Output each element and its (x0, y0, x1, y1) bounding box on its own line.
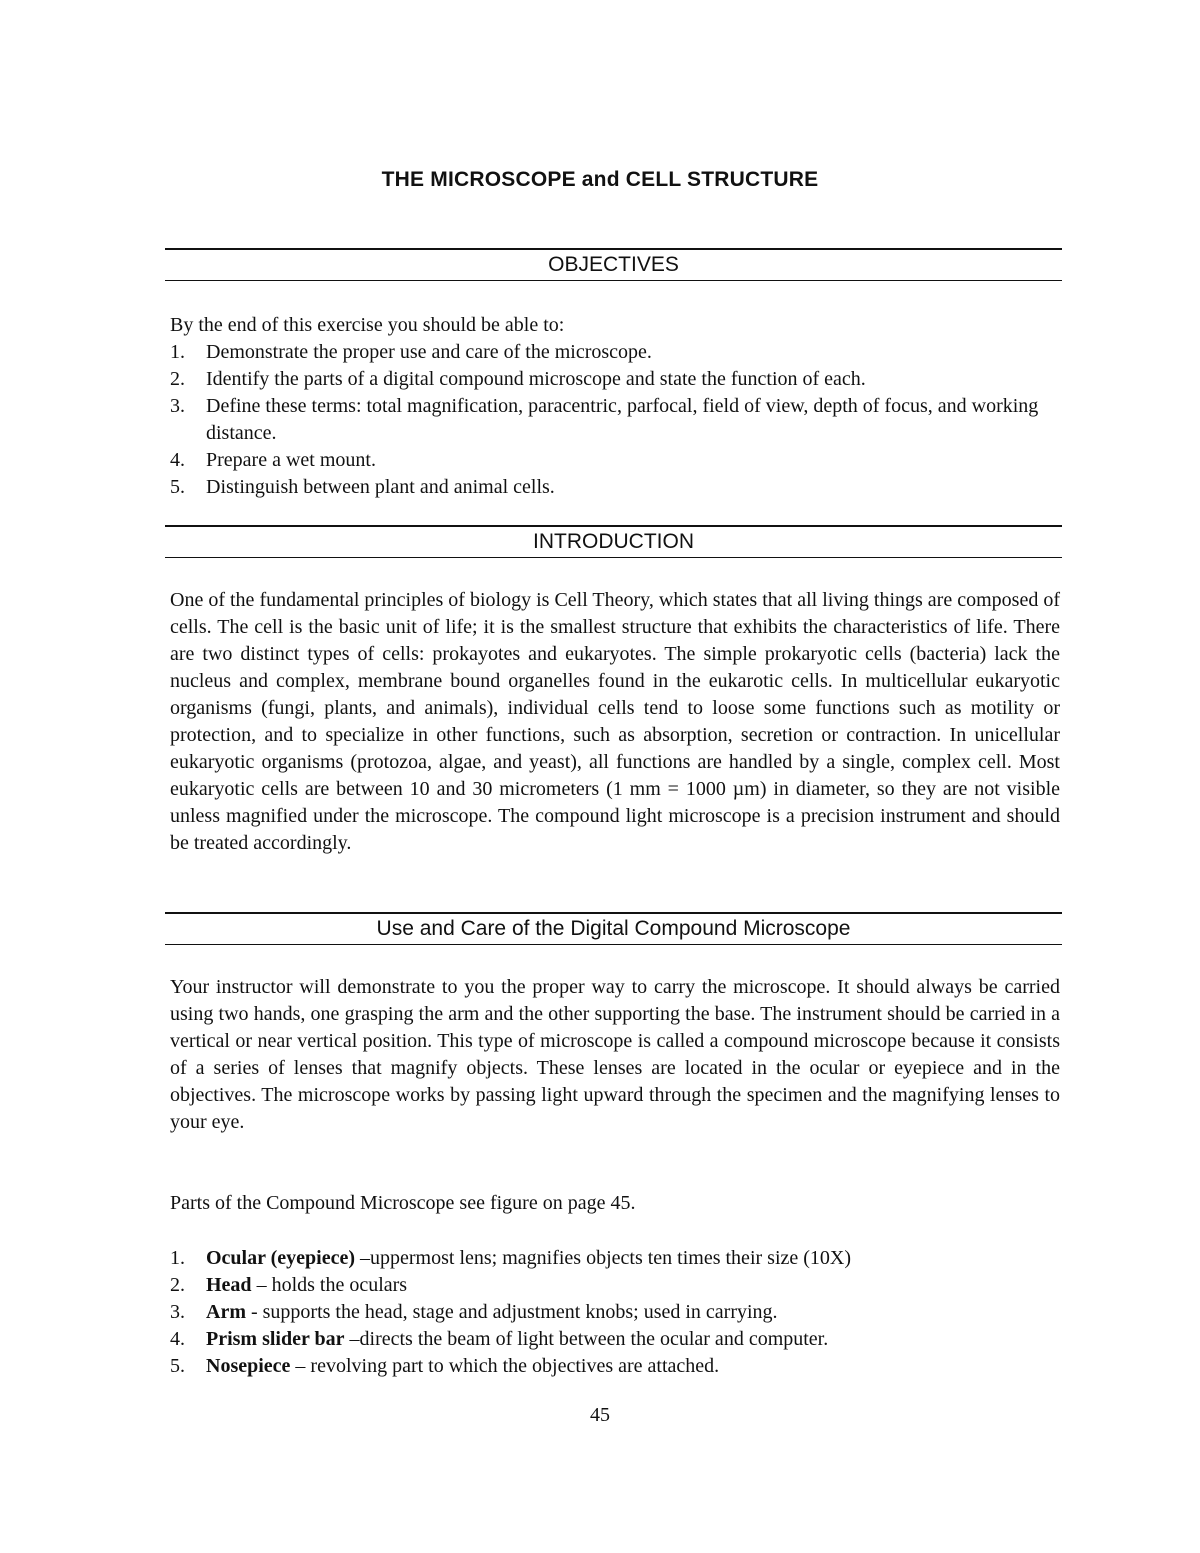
objective-text: Demonstrate the proper use and care of the microscope. (206, 341, 652, 363)
list-number: 1. (170, 1247, 185, 1269)
part-description: - supports the head, stage and adjustment knobs; used in carrying. (245, 1301, 778, 1323)
list-number: 1. (170, 341, 185, 363)
list-number: 2. (170, 368, 185, 390)
objectives-list (170, 339, 1060, 501)
use-and-care-section (170, 974, 1060, 1136)
objective-text: Prepare a wet mount. (206, 449, 376, 471)
list-number: 5. (170, 1355, 185, 1377)
part-description: –directs the beam of light between the ocular and computer. (344, 1328, 829, 1350)
objectives-intro: By the end of this exercise you should be able to: (170, 314, 565, 336)
objective-item (170, 447, 1060, 474)
part-term: Nosepiece (206, 1355, 291, 1377)
parts-section (170, 1245, 1060, 1380)
objective-item (170, 339, 1060, 366)
list-number: 5. (170, 476, 185, 498)
list-number: 3. (170, 1301, 185, 1323)
parts-note: Parts of the Compound Microscope see figure on page 45. (170, 1192, 636, 1214)
introduction-heading: INTRODUCTION (165, 525, 1062, 558)
objective-item (170, 366, 1060, 393)
part-term: Arm (206, 1301, 246, 1323)
list-number: 4. (170, 1328, 185, 1350)
objectives-section (170, 312, 1060, 501)
part-item (170, 1245, 1060, 1272)
part-term: Head (206, 1274, 252, 1296)
list-number: 4. (170, 449, 185, 471)
part-item (170, 1326, 1060, 1353)
parts-list (170, 1245, 1060, 1380)
list-number: 3. (170, 395, 185, 417)
objective-item (170, 393, 1060, 447)
objective-text: Identify the parts of a digital compound microscope and state the function of each. (206, 368, 866, 390)
part-description: –uppermost lens; magnifies objects ten times their size (10X) (355, 1247, 852, 1269)
part-term: Prism slider bar (206, 1328, 345, 1350)
part-item (170, 1272, 1060, 1299)
use-and-care-heading: Use and Care of the Digital Compound Microscope (165, 912, 1062, 945)
page-number: 45 (590, 1404, 610, 1426)
page-title: THE MICROSCOPE and CELL STRUCTURE (381, 168, 819, 191)
introduction-section (170, 587, 1060, 857)
part-item (170, 1353, 1060, 1380)
objective-text: Distinguish between plant and animal cells. (206, 476, 555, 498)
list-number: 2. (170, 1274, 185, 1296)
part-item (170, 1299, 1060, 1326)
part-description: – holds the oculars (251, 1274, 408, 1296)
part-term: Ocular (eyepiece) (206, 1247, 356, 1269)
objective-text: Define these terms: total magnification, paracentric, parfocal, field of view, depth of focus, and working distance. (206, 395, 1039, 444)
objective-item (170, 474, 1060, 501)
objectives-heading: OBJECTIVES (165, 248, 1062, 281)
part-description: – revolving part to which the objectives are attached. (290, 1355, 720, 1377)
parts-note-section (170, 1190, 1060, 1217)
introduction-paragraph: One of the fundamental principles of biology is Cell Theory, which states that all living things are composed of cells. The cell is the basic unit of life; it is the smallest structure that exhibits the characteristics of life. There are two distinct types of cells: prokayotes and eukaryotes. The simple prokaryotic cells (bacteria) lack the nucleus and complex, membrane bound organelles found in the eukarotic cells. In multicellular eukaryotic organisms (fungi, plants, and animals), individual cells tend to loose some functions such as motility or protection, and to specialize in other functions, such as absorption, secretion or contraction. In unicellular eukaryotic organisms (protozoa, algae, and yeast), all functions are handled by a single, complex cell. Most eukaryotic cells are between 10 and 30 micrometers (1 mm = 1000 µm) in diameter, so they are not visible unless magnified under the microscope. The compound light microscope is a precision instrument and should be treated accordingly. (170, 589, 1060, 854)
use-and-care-paragraph: Your instructor will demonstrate to you the proper way to carry the microscope. It should always be carried using two hands, one grasping the arm and the other supporting the base. The instrument should be carried in a vertical or near vertical position. This type of microscope is called a compound microscope because it consists of a series of lenses that magnify objects. These lenses are located in the ocular or eyepiece and in the objectives. The microscope works by passing light upward through the specimen and the magnifying lenses to your eye. (170, 976, 1060, 1133)
